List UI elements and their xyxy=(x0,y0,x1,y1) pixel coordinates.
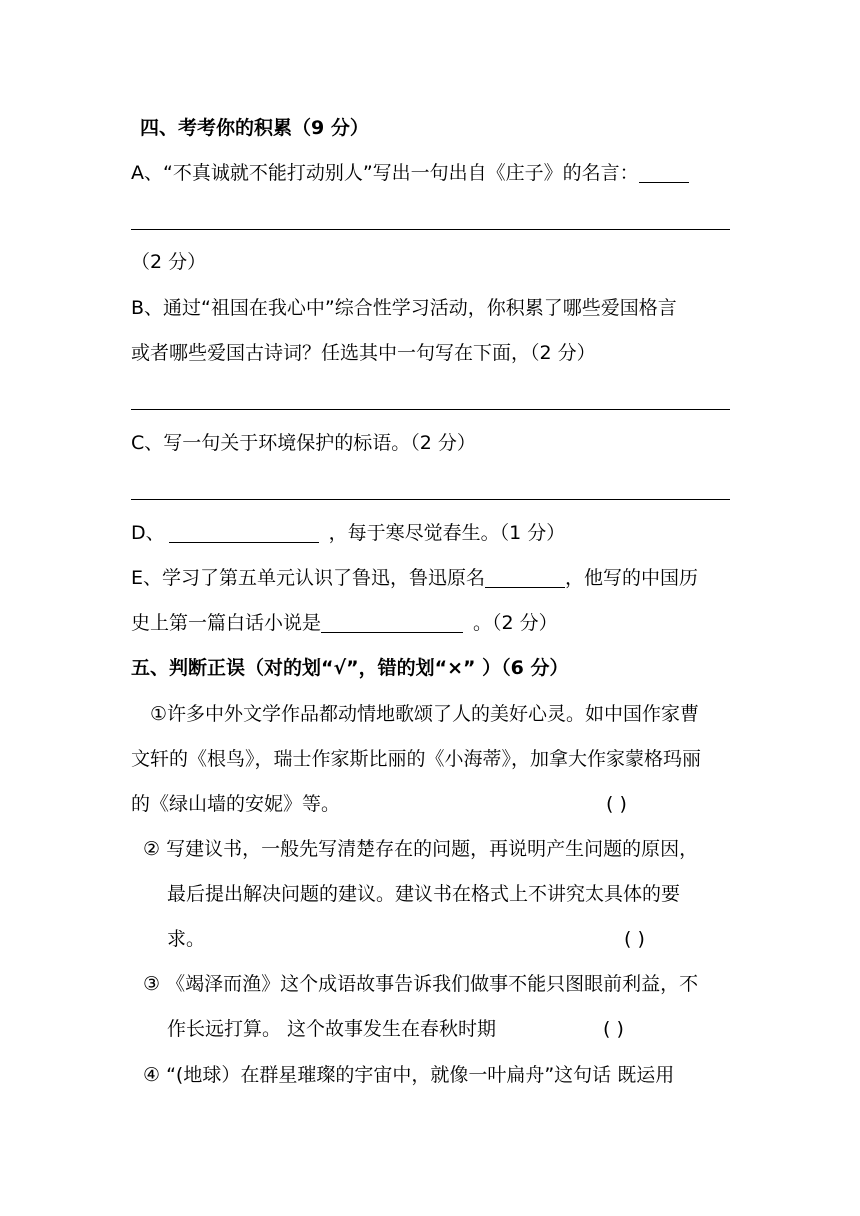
item2-line3: 求。 xyxy=(167,928,206,950)
question-a xyxy=(131,161,689,185)
question-b-line2: 或者哪些爱国古诗词？任选其中一句写在下面，（2 分） xyxy=(131,342,596,364)
question-d xyxy=(131,521,565,545)
answer-paren-2[interactable]: ( ) xyxy=(624,928,645,950)
question-e-line1 xyxy=(131,566,698,590)
answer-paren-1[interactable]: ( ) xyxy=(606,793,627,815)
answer-blank-e1[interactable] xyxy=(485,567,565,588)
item4-line1: ④ “(地球）在群星璀璨的宇宙中，就像一叶扁舟”这句话 既运用 xyxy=(143,1064,675,1086)
section5-title: 五、判断正误（对的划“√”，错的划“×” ）（6 分） xyxy=(131,657,569,679)
answer-line-a[interactable] xyxy=(131,229,730,230)
question-e-suffix1: ，他写的中国历 xyxy=(565,567,699,589)
question-a-score: （2 分） xyxy=(131,251,207,273)
question-d-prefix: D、 xyxy=(131,522,165,544)
item1-line3: 的《绿山墙的安妮》等。 xyxy=(131,793,341,815)
answer-line-c[interactable] xyxy=(131,499,730,500)
answer-blank-d[interactable] xyxy=(169,522,319,543)
question-a-text: A、“不真诚就不能打动别人”写出一句出自《庄子》的名言： xyxy=(131,162,639,184)
question-c: C、写一句关于环境保护的标语。（2 分） xyxy=(131,432,476,454)
answer-line-b[interactable] xyxy=(131,409,730,410)
answer-blank-e2[interactable] xyxy=(321,612,463,633)
section4-title: 四、考考你的积累（9 分） xyxy=(140,117,369,139)
item1-line2: 文轩的《根鸟》，瑞士作家斯比丽的《小海蒂》，加拿大作家蒙格玛丽 xyxy=(131,748,702,770)
item2-line2: 最后提出解决问题的建议。建议书在格式上不讲究太具体的要 xyxy=(167,883,681,905)
question-e-prefix2: 史上第一篇白话小说是 xyxy=(131,612,322,634)
question-e-suffix2: 。（2 分） xyxy=(473,612,558,634)
question-d-suffix: ，每于寒尽觉春生。（1 分） xyxy=(328,522,566,544)
answer-paren-3[interactable]: ( ) xyxy=(603,1018,624,1040)
item1-line1: ①许多中外文学作品都动情地歌颂了人的美好心灵。如中国作家曹 xyxy=(150,703,700,725)
item2-line1: ② 写建议书，一般先写清楚存在的问题，再说明产生问题的原因， xyxy=(143,838,699,860)
item3-line1: ③ 《竭泽而渔》这个成语故事告诉我们做事不能只图眼前利益，不 xyxy=(143,973,699,995)
question-e-line2 xyxy=(131,611,558,635)
question-e-prefix: E、学习了第五单元认识了鲁迅，鲁迅原名 xyxy=(131,567,486,589)
question-b-line1: B、通过“祖国在我心中”综合性学习活动，你积累了哪些爱国格言 xyxy=(131,297,677,319)
item3-line2: 作长远打算。 这个故事发生在春秋时期 xyxy=(167,1018,497,1040)
answer-blank-a-inline[interactable] xyxy=(639,162,689,183)
